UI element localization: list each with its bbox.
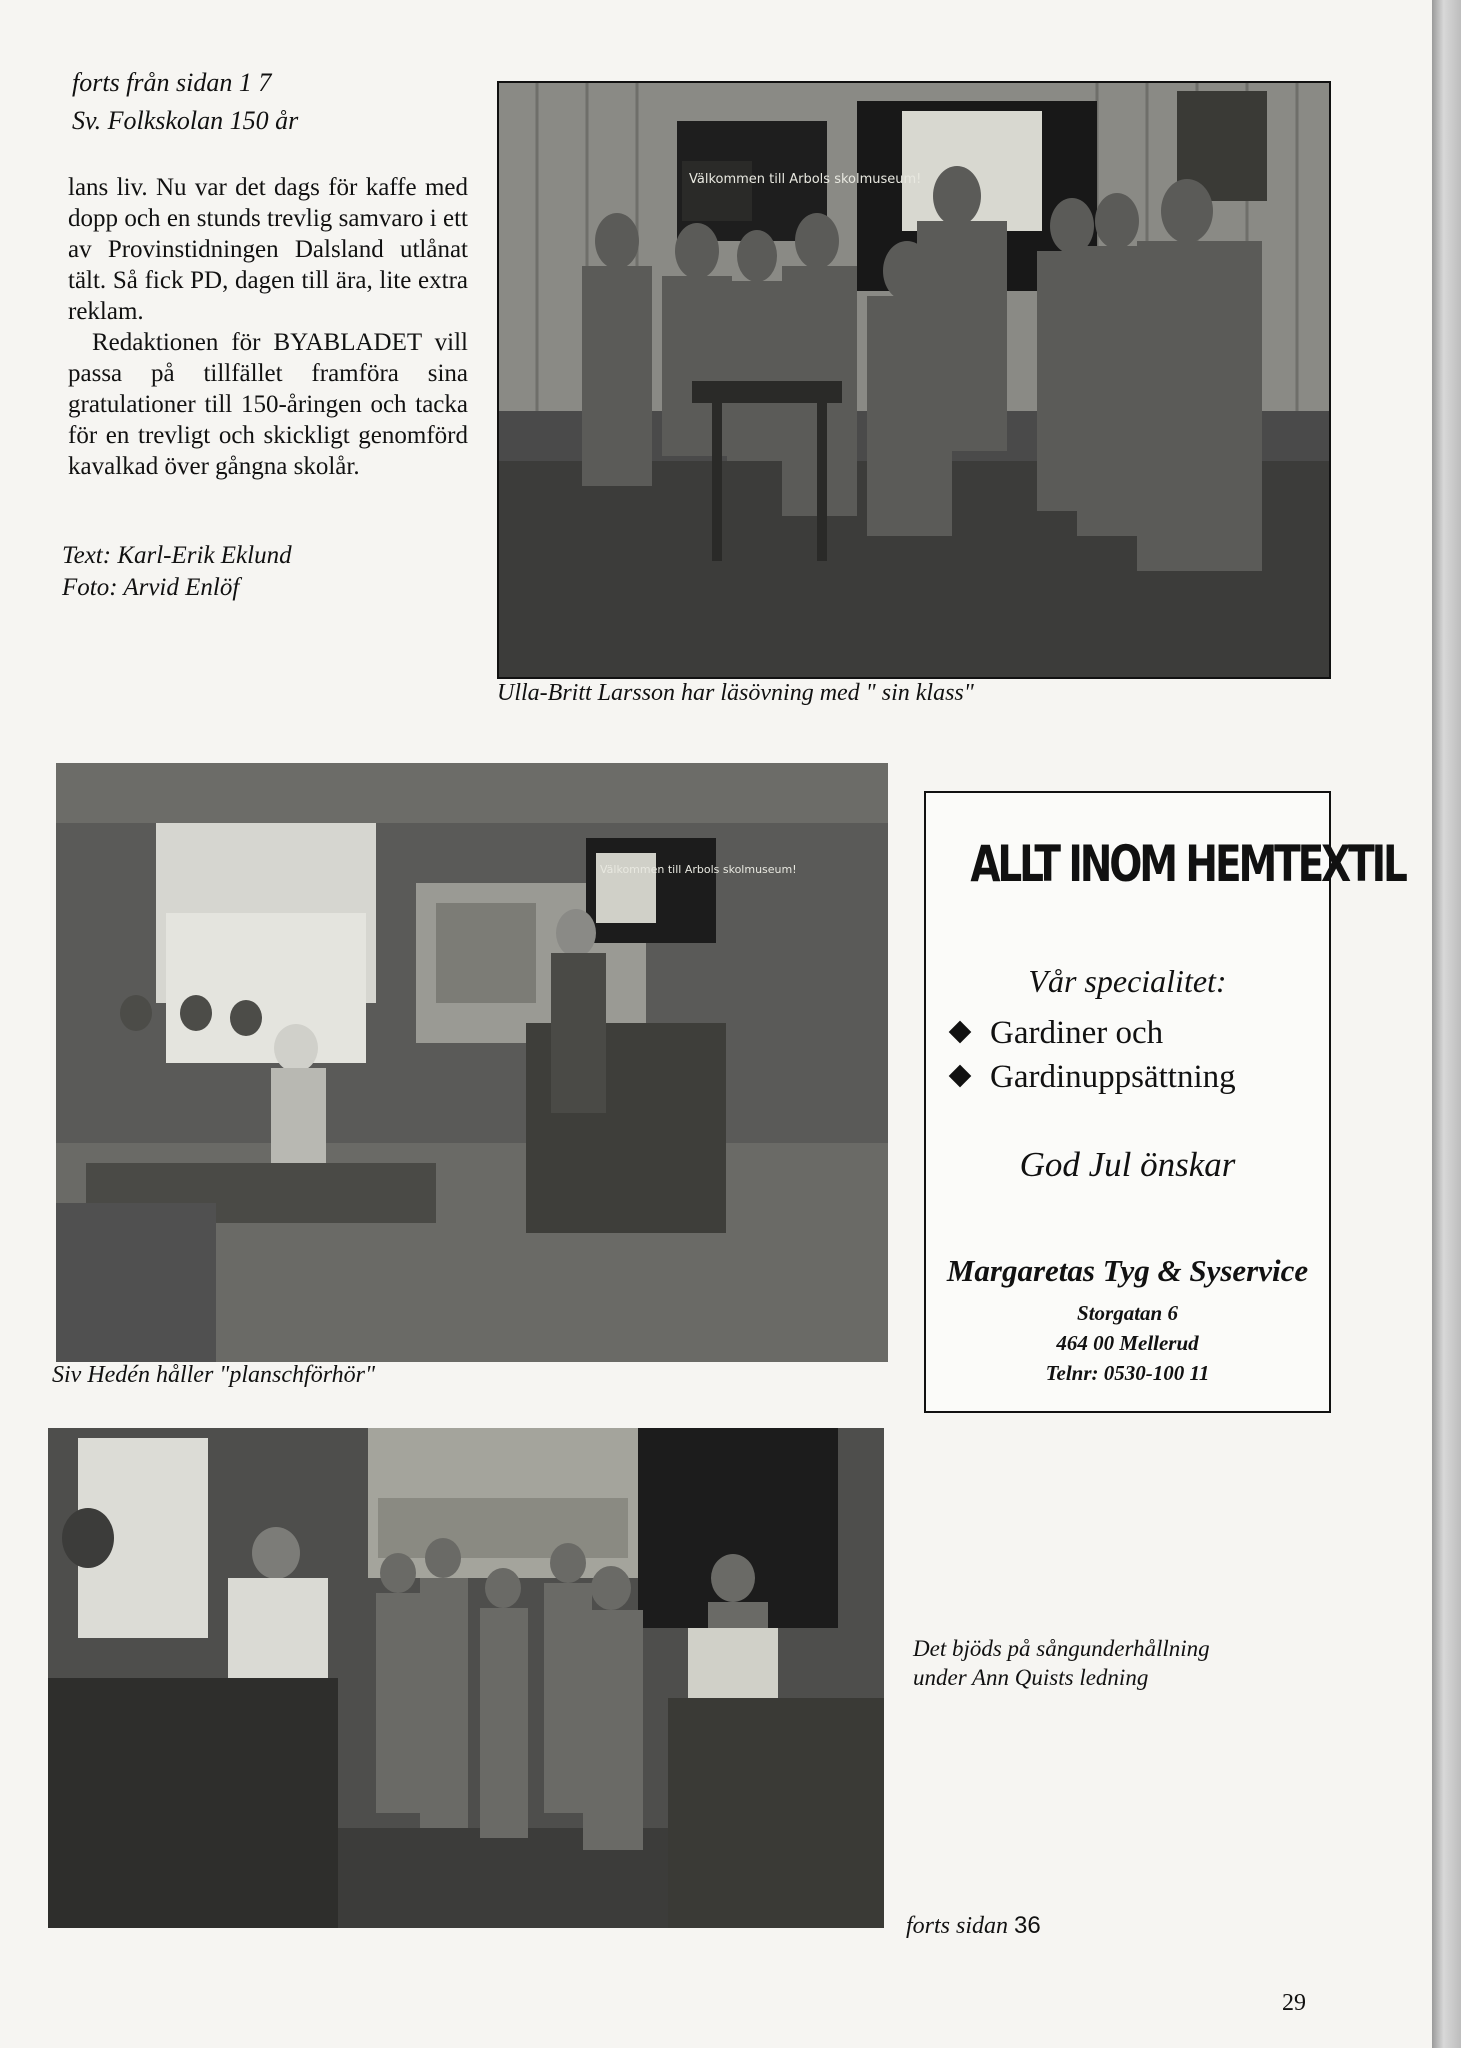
- photo-plansch-hearing-image: [56, 763, 888, 1362]
- text-credit: Text: Karl-Erik Eklund: [62, 542, 292, 569]
- ad-greeting: God Jul önskar: [1019, 1145, 1236, 1184]
- forts-label: forts sidan: [906, 1913, 1009, 1939]
- caption-photo1: Ulla-Britt Larsson har läsövning med " sin klass": [497, 680, 974, 706]
- forts-page-number: 36: [1014, 1912, 1041, 1939]
- article-body: [68, 172, 468, 482]
- ad-phone: Telnr: 0530-100 11: [1045, 1361, 1210, 1385]
- ad-company-name: Margaretas Tyg & Syservice: [946, 1253, 1309, 1288]
- photo-sing-along-image: [48, 1428, 884, 1928]
- ad-item-label: Gardinuppsättning: [990, 1059, 1236, 1095]
- photo-plansch-hearing: [56, 763, 888, 1362]
- photo-museum-sign-text: Välkommen till Arbols skolmuseum!: [689, 172, 922, 187]
- caption-photo3-line: Det bjöds på sångunderhållning: [913, 1636, 1210, 1661]
- credits: [62, 540, 292, 604]
- article-paragraph: Redaktionen för BYABLADET vill passa på tillfället framföra sina gratulationer till 150-åringen och tacka för en trevligt och skickligt genomförd kavalkad över gångna skolår.: [68, 329, 468, 480]
- diamond-bullet-icon: [949, 1021, 972, 1044]
- photo-museum-sign-text: Välkommen till Arbols skolmuseum!: [600, 863, 797, 876]
- continued-from-line: forts från sidan 1 7: [72, 68, 272, 97]
- ad-city: 464 00 Mellerud: [1056, 1331, 1199, 1355]
- ad-item-label: Gardiner och: [990, 1015, 1164, 1051]
- ad-item: [952, 1059, 1236, 1096]
- continuation-reference: [72, 64, 298, 140]
- ad-street: Storgatan 6: [1077, 1301, 1178, 1325]
- article-paragraph: lans liv. Nu var det dags för kaffe med dopp och en stunds trevlig samvaro i ett av Provinstidningen Dalsland utlånat tält. Så fick PD, dagen till ära, lite extra reklam.: [68, 174, 468, 325]
- ad-item: [952, 1015, 1163, 1052]
- photo-reading-lesson: [497, 81, 1331, 679]
- photo-reading-lesson-image: [497, 81, 1331, 679]
- diamond-bullet-icon: [949, 1065, 972, 1088]
- caption-photo3: [913, 1634, 1210, 1692]
- ad-specialty: Vår specialitet:: [1028, 963, 1227, 999]
- continued-on-reference: [906, 1912, 1041, 1940]
- caption-photo2: Siv Hedén håller "planschförhör": [52, 1362, 376, 1388]
- article-title-line: Sv. Folkskolan 150 år: [72, 106, 299, 135]
- ad-title: ALLT INOM HEMTEXTIL: [970, 835, 1405, 893]
- photo-sing-along: [48, 1428, 884, 1928]
- caption-photo3-line: under Ann Quists ledning: [913, 1665, 1149, 1690]
- photo-credit: Foto: Arvid Enlöf: [62, 574, 240, 601]
- hemtextil-advertisement: [924, 791, 1405, 1413]
- page-number: 29: [1282, 1990, 1306, 2016]
- page-edge-shadow: [1432, 0, 1461, 2048]
